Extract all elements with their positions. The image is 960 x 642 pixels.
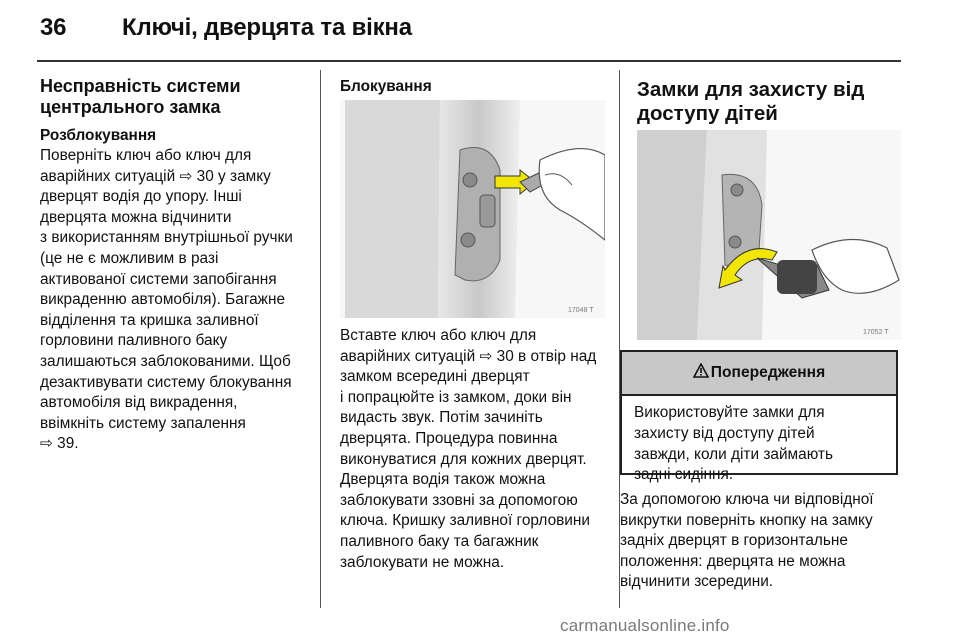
page-number: 36 xyxy=(40,14,67,41)
unlocking-text: Поверніть ключ або ключ для аварійних ситуацій ⇨ 30 у замку дверцят водія до упору. Інші дверцята можна відчинити з використанням внутрішньої ручки (це не є можливим в разі активованої системи запобігання викраденню автомобіля). Багажне відділення та кришка заливної горловини паливного баку залишаються заблокованими. Щоб дезактивувати систему блокування автомобіля від викрадення, ввімкніть систему запалення ⇨ 39. xyxy=(40,147,293,453)
figure-code-1: 17048 T xyxy=(568,307,594,314)
subheading-unlocking: Розблокування xyxy=(40,127,157,144)
column-3 xyxy=(637,78,902,126)
warning-text: Використовуйте замки для захисту від доступу дітей завжди, коли діти займають задні сидіння. xyxy=(634,404,833,484)
child-lock-text: За допомогою ключа чи відповідної викрутки поверніть кнопку на замку задніх дверцят в горизонтальне положення: дверцята не можна відчинити зсередини. xyxy=(620,491,874,591)
column-1 xyxy=(40,76,312,455)
locking-text: Вставте ключ або ключ для аварійних ситуацій ⇨ 30 в отвір над замком всередині дверцят і попрацюйте із замком, доки він видасть звук. Потім зачиніть дверцята. Процедура повинна виконуватися для кожних дверцят. Дверцята водія також можна заблокувати ззовні за допомогою ключа. Кришку заливної горловини паливного баку та багажник заблокувати не можна. xyxy=(340,327,597,571)
warning-header xyxy=(622,352,896,396)
warning-title: Попередження xyxy=(710,364,826,381)
warning-box xyxy=(620,350,898,484)
child-lock-illustration xyxy=(637,130,901,340)
warning-triangle-icon xyxy=(693,363,709,383)
column-divider-1 xyxy=(320,70,321,608)
figure-code-2: 17052 T xyxy=(863,329,889,336)
column-2 xyxy=(340,77,610,97)
door-lock-illustration xyxy=(340,100,605,318)
locking-text-block xyxy=(340,326,610,573)
section-heading-child-locks: Замки для захисту від доступу дітей xyxy=(637,78,865,125)
header-rule xyxy=(37,60,901,62)
section-heading-locking: Блокування xyxy=(340,78,432,95)
section-heading-malfunction: Несправність системи центрального замка xyxy=(40,76,241,117)
page-header xyxy=(40,14,412,42)
page-title: Ключі, дверцята та вікна xyxy=(122,14,412,41)
watermark: carmanualsonline.info xyxy=(560,616,730,635)
child-lock-text-block xyxy=(620,490,902,593)
